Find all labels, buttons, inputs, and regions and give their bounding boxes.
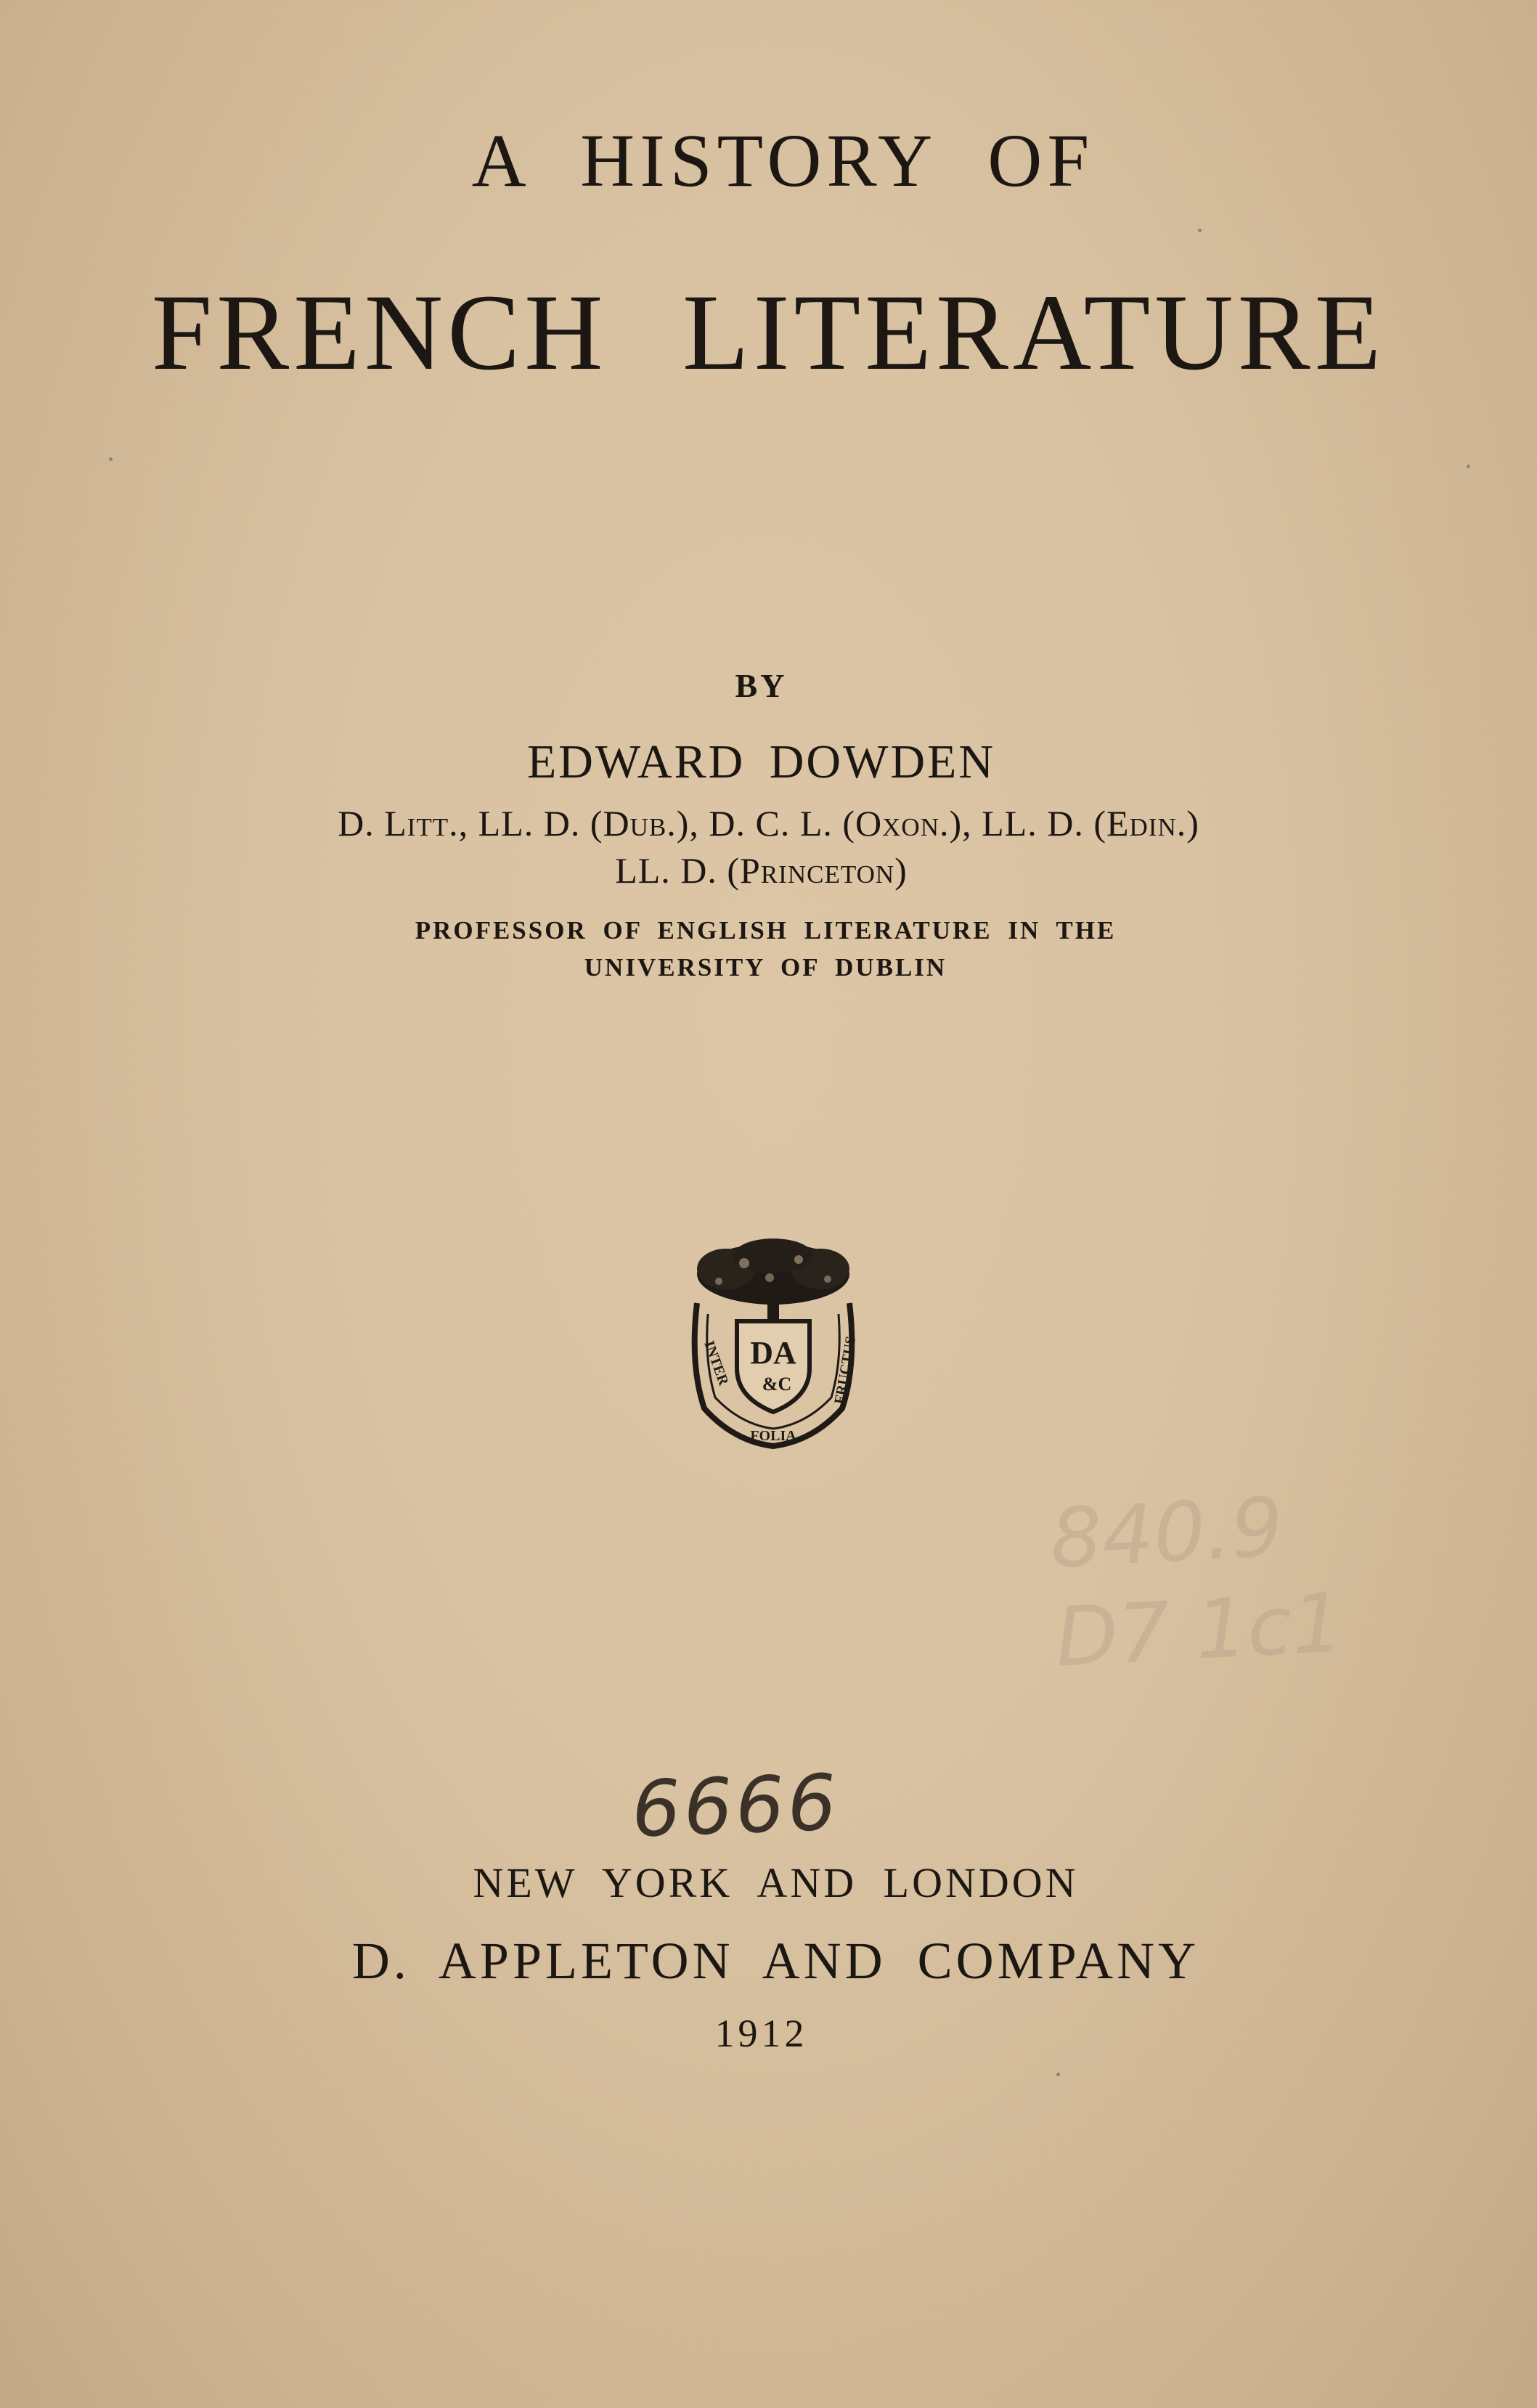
emblem-motto-left: INTER (701, 1339, 732, 1388)
imprint-publisher: D. APPLETON AND COMPANY (351, 1932, 1200, 1990)
author-degrees-line-2: LL. D. (Princeton) (615, 850, 908, 891)
handwritten-number: 6666 (629, 1758, 841, 1855)
paper-speck (1056, 2073, 1060, 2076)
shelf-mark-line-1: 840.9 (1048, 1480, 1286, 1587)
publisher-device-tree-shield-icon (682, 1234, 864, 1452)
paper-speck (109, 457, 113, 461)
paper-speck (1198, 229, 1202, 232)
imprint-place: NEW YORK AND LONDON (473, 1859, 1079, 1906)
library-shelf-mark (1048, 1472, 1406, 1688)
byline-by: BY (735, 667, 788, 704)
title-line-1: A HISTORY OF (471, 119, 1095, 203)
emblem-monogram: DA (750, 1335, 796, 1371)
title-line-2: FRENCH LITERATURE (151, 272, 1386, 393)
author-name: EDWARD DOWDEN (526, 735, 996, 788)
author-position-line-2: UNIVERSITY OF DUBLIN (584, 953, 947, 981)
author-degrees-line-1: D. Litt., LL. D. (Dub.), D. C. L. (Oxon.), LL. D. (Edin.) (338, 803, 1199, 844)
emblem-motto-right: FRUCTUS (831, 1335, 860, 1405)
imprint-year: 1912 (714, 2012, 808, 2055)
shelf-mark-line-2: D7 1c1 (1053, 1575, 1346, 1686)
emblem-motto-bottom: FOLIA (750, 1428, 796, 1444)
author-position-line-1: PROFESSOR OF ENGLISH LITERATURE IN THE (415, 916, 1117, 944)
emblem-monogram-sub: &C (762, 1374, 792, 1395)
paper-speck (1467, 465, 1470, 468)
